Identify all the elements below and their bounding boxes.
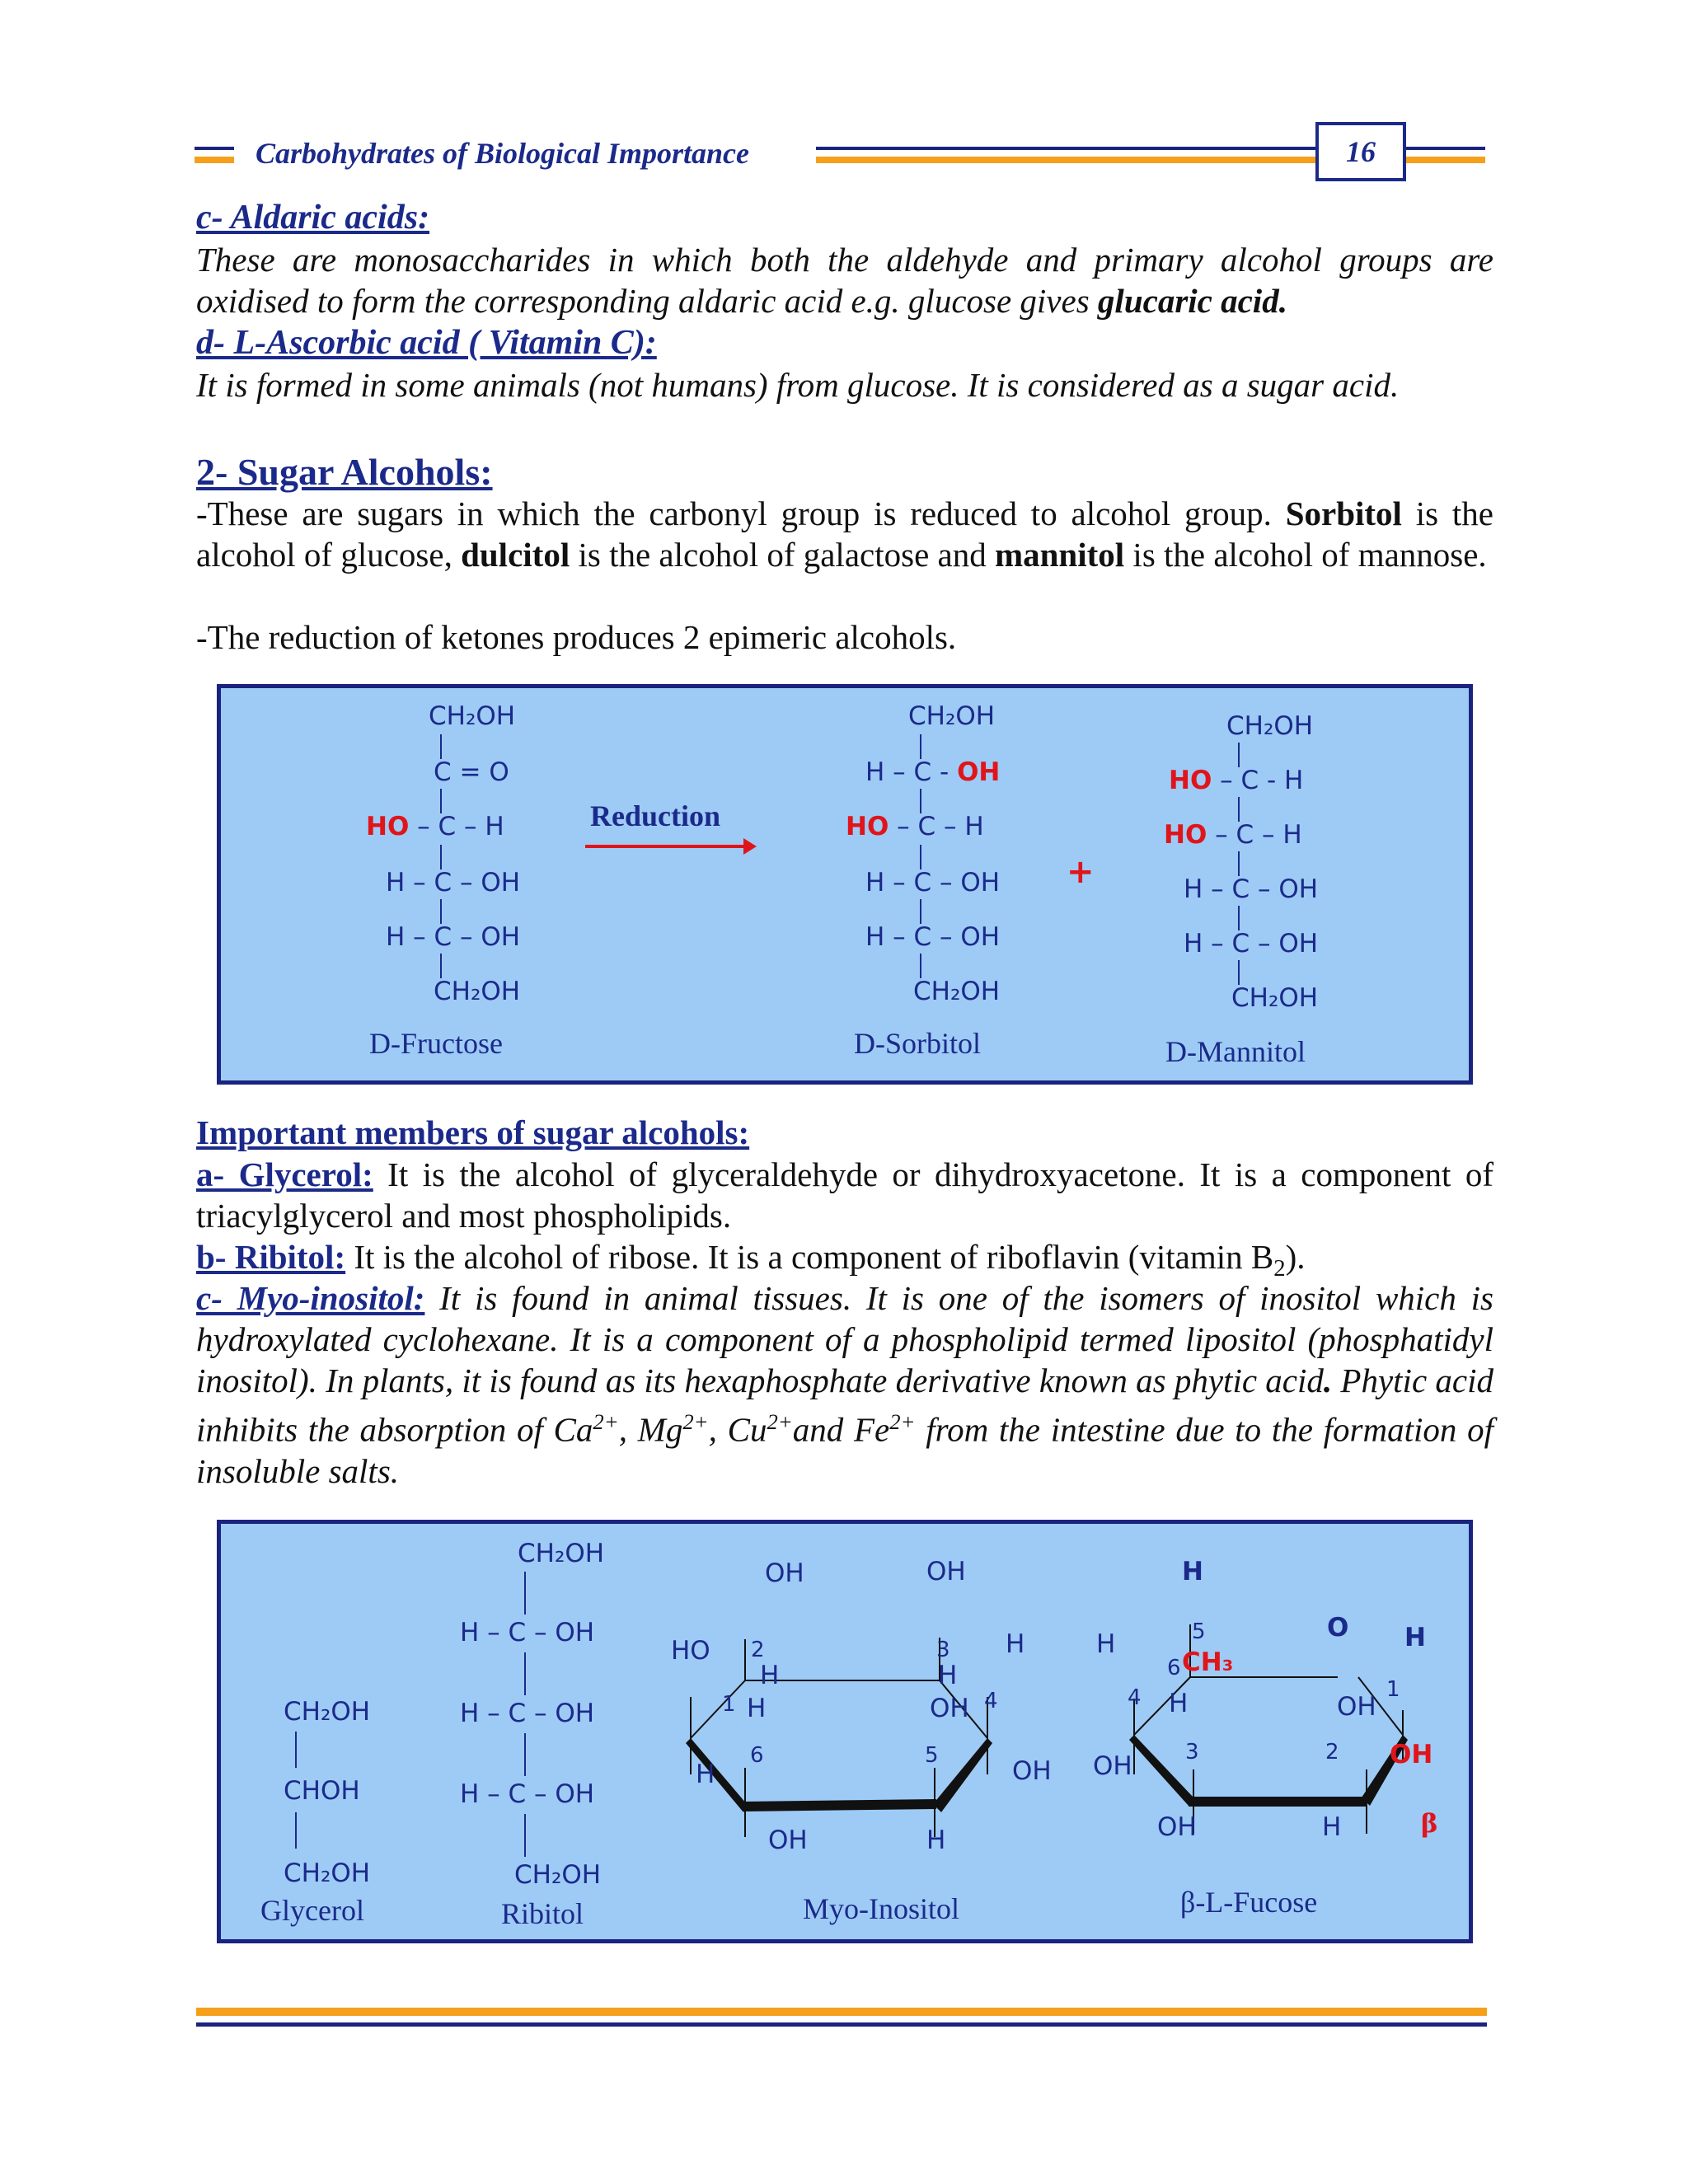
inositol-num-4: 4	[984, 1689, 998, 1713]
ribitol-caption: Ribitol	[501, 1897, 584, 1930]
plus-sign: +	[1067, 853, 1095, 891]
ascorbic-paragraph: It is formed in some animals (not humans) from glucose. It is considered as a sugar acid.	[196, 366, 1400, 404]
members-heading: Important members of sugar alcohols:	[196, 1113, 750, 1151]
glycerol-c1: CH₂OH	[284, 1697, 371, 1727]
mannitol-c5: H – C – OH	[1184, 929, 1319, 958]
fructose-c5: H – C – OH	[386, 922, 521, 952]
inositol-h-c1: H	[747, 1694, 767, 1723]
fucose-oh-c4: OH	[1093, 1751, 1132, 1781]
fucose-oh-c2: OH	[1337, 1692, 1376, 1722]
header-rule	[816, 147, 1315, 150]
reduction-figure	[217, 684, 1473, 1085]
reduction-arrow-icon	[585, 837, 758, 856]
inositol-oh-c3: OH	[926, 1557, 966, 1586]
header-rule	[1406, 147, 1485, 150]
sugar-alcohols-figure	[217, 1520, 1473, 1943]
mannitol-caption: D-Mannitol	[1165, 1035, 1306, 1068]
inositol-num-3: 3	[936, 1638, 950, 1662]
ascorbic-heading: d- L-Ascorbic acid ( Vitamin C):	[196, 324, 657, 362]
inositol-h-bottom-left: H	[696, 1760, 715, 1789]
inositol-num-6: 6	[750, 1743, 764, 1768]
fructose-caption: D-Fructose	[369, 1027, 503, 1060]
inositol-oh-c2: OH	[765, 1558, 804, 1588]
ribitol-c1: CH₂OH	[518, 1539, 605, 1568]
fucose-h-c1: H	[1404, 1623, 1426, 1652]
fucose-beta-label: β	[1421, 1809, 1438, 1839]
fucose-num-6: 6	[1167, 1656, 1181, 1680]
header-rule	[1406, 157, 1485, 163]
fucose-ring-oxygen: O	[1327, 1613, 1349, 1643]
header-rule	[195, 147, 234, 150]
inositol-h-c2: H	[760, 1661, 780, 1690]
aldaric-heading: c- Aldaric acids:	[196, 199, 430, 237]
header-rule	[816, 157, 1315, 163]
fucose-h-c2: H	[1322, 1812, 1342, 1842]
mannitol-c4: H – C – OH	[1184, 874, 1319, 904]
fucose-oh-anomeric: OH	[1390, 1740, 1433, 1769]
sorbitol-caption: D-Sorbitol	[854, 1027, 982, 1060]
sugar-alcohols-paragraph: -These are sugars in which the carbonyl group is reduced to alcohol group. Sorbitol is the alcohol of glucose, dulcitol is the alcohol of galactose and mannitol is the alcohol of mannose.	[196, 494, 1494, 574]
inositol-num-2: 2	[751, 1638, 765, 1662]
glycerol-paragraph: a- Glycerol: It is the alcohol of glyceraldehyde or dihydroxyacetone. It is a component of triacylglycerol and most phospholipids.	[196, 1155, 1493, 1235]
inositol-h-c3: H	[938, 1661, 958, 1690]
mannitol-c1: CH₂OH	[1226, 711, 1314, 741]
header-rule	[195, 157, 234, 163]
fucose-num-4: 4	[1128, 1685, 1142, 1710]
sorbitol-c6: CH₂OH	[913, 977, 1001, 1006]
fructose-c3: HO – C – H	[366, 812, 504, 841]
page-number: 16	[1315, 122, 1406, 181]
inositol-h-c5: H	[926, 1825, 946, 1855]
inositol-oh-c4: OH	[930, 1694, 969, 1723]
fucose-h-c5: H	[1182, 1557, 1203, 1586]
fucose-h-c4: H	[1169, 1689, 1189, 1718]
fructose-c2: C = O	[434, 757, 509, 787]
sorbitol-c1: CH₂OH	[908, 701, 996, 731]
footer-rule	[196, 2022, 1487, 2027]
header-title: Carbohydrates of Biological Importance	[256, 137, 750, 170]
ribitol-paragraph: b- Ribitol: It is the alcohol of ribose. It is a component of riboflavin (vitamin $B_2$).	[196, 1238, 1306, 1282]
ribitol-c3: H – C – OH	[460, 1699, 595, 1728]
fucose-num-3: 3	[1185, 1740, 1199, 1765]
inositol-paragraph: c- Myo-inositol: It is found in animal tissues. It is one of the isomers of inositol which is hydroxylated cyclohexane. It is a component of a phospholipid termed lipositol (phosphatidyl inositol). In plants, it is found as its hexaphosphate derivative known as phytic acid. Phytic acid inhibits the absorption of $Ca^{2+}$, $Mg^{2+}$, $Cu^{2+}and$ $Fe^{2+}$ from the intestine due to the formation of insoluble salts.	[196, 1279, 1494, 1490]
fucose-methyl: CH₃	[1182, 1647, 1234, 1677]
inositol-ring	[658, 1573, 1070, 1870]
fucose-caption: β-L-Fucose	[1180, 1886, 1318, 1919]
reduction-label: Reduction	[590, 799, 721, 832]
sorbitol-c2: H – C - OH	[865, 757, 1001, 787]
sugar-alcohols-heading: 2- Sugar Alcohols:	[196, 451, 493, 493]
ribitol-c4: H – C – OH	[460, 1779, 595, 1809]
ketone-reduction-note: -The reduction of ketones produces 2 epimeric alcohols.	[196, 618, 957, 656]
footer-rule	[196, 2008, 1487, 2016]
glycerol-c3: CH₂OH	[284, 1858, 371, 1888]
glycerol-c2: CHOH	[284, 1776, 360, 1806]
inositol-h-c4: H	[1006, 1629, 1025, 1659]
fucose-h-c4-left: H	[1096, 1629, 1116, 1659]
inositol-num-1: 1	[722, 1692, 736, 1717]
sorbitol-c4: H – C – OH	[865, 868, 1001, 898]
inositol-oh-c6: OH	[768, 1825, 808, 1855]
inositol-oh-bottom-right: OH	[1012, 1756, 1052, 1786]
inositol-ho-c1: HO	[671, 1636, 710, 1666]
fucose-oh-c3: OH	[1157, 1812, 1197, 1842]
mannitol-c6: CH₂OH	[1231, 983, 1319, 1013]
mannitol-c2: HO – C - H	[1169, 766, 1304, 795]
sorbitol-c5: H – C – OH	[865, 922, 1001, 952]
mannitol-c3: HO – C – H	[1164, 820, 1302, 850]
fructose-c1: CH₂OH	[429, 701, 516, 731]
fucose-num-1: 1	[1386, 1677, 1400, 1702]
fucose-num-5: 5	[1192, 1619, 1206, 1644]
inositol-caption: Myo-Inositol	[803, 1892, 960, 1925]
aldaric-paragraph: These are monosaccharides in which both the aldehyde and primary alcohol groups are oxidised to form the corresponding aldaric acid e.g. glucose gives glucaric acid.	[196, 241, 1493, 320]
inositol-num-5: 5	[925, 1743, 939, 1768]
fructose-c4: H – C – OH	[386, 868, 521, 898]
fructose-c6: CH₂OH	[434, 977, 521, 1006]
fucose-ring	[1095, 1565, 1474, 1862]
ribitol-c2: H – C – OH	[460, 1618, 595, 1647]
sorbitol-c3: HO – C – H	[846, 812, 984, 841]
fucose-num-2: 2	[1325, 1740, 1339, 1765]
ribitol-c5: CH₂OH	[514, 1860, 602, 1890]
glycerol-caption: Glycerol	[260, 1894, 364, 1927]
